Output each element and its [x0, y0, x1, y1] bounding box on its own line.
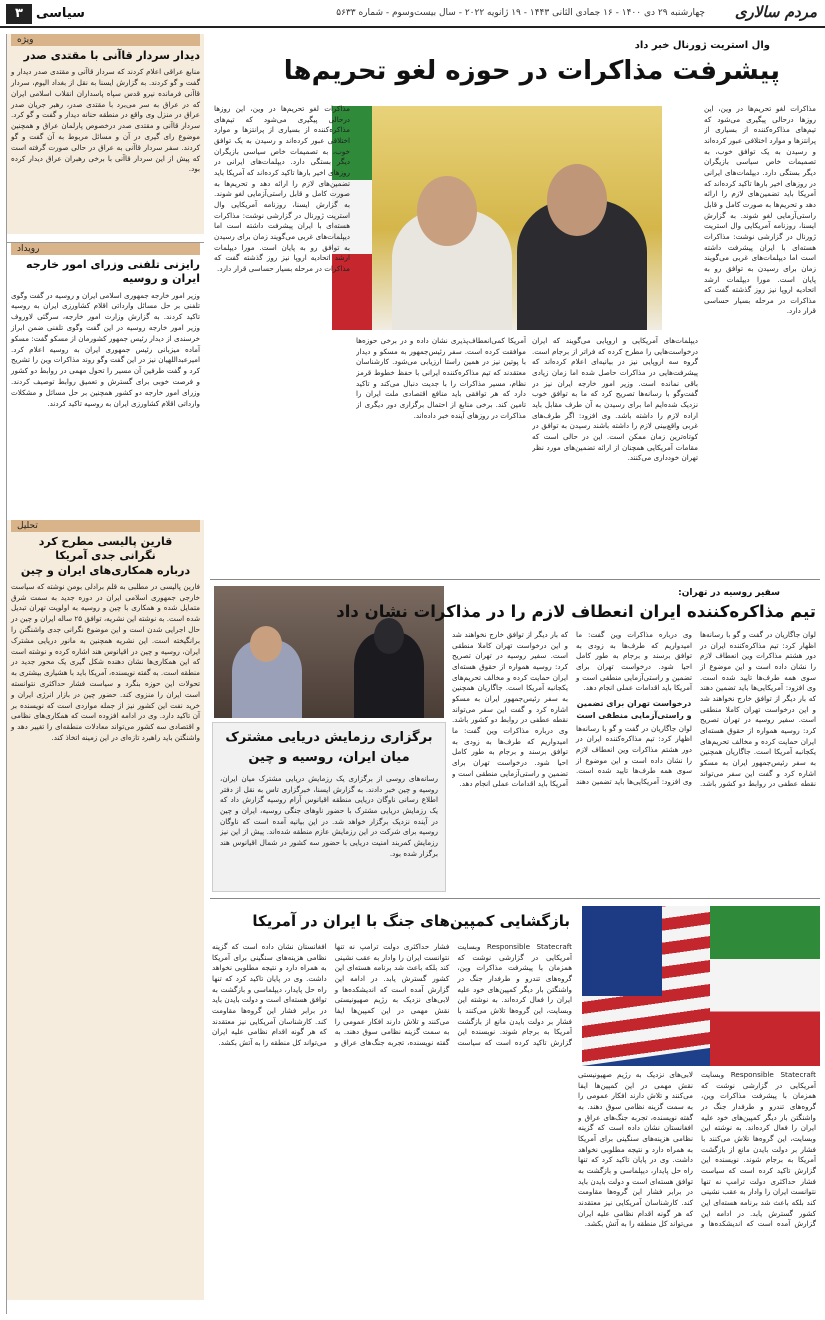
page-number: ۳ — [6, 4, 32, 24]
photo-head-right — [374, 618, 404, 654]
lead-column-4: مذاکرات لغو تحریم‌ها در وین، این روزها درحالی پیگیری می‌شود که تیم‌های مذاکره‌کننده از بسیاری از پرانتزها و موارد اختلافی عبور کرده‌اند و رسیدن به یک توافق خوب، به تصمیمات خاص سیاسی بازیگران دیگر بستگی دارد. دیپلمات‌های ایرانی در روزهای اخیر بارها تاکید کرده‌اند که آمریکا باید تضمین‌های لازم را ارائه دهد و تحریم‌ها به صورت کامل و قابل راستی‌آزمایی لغو شوند. به گزارش ایسنا، روزنامه آمریکایی وال استریت ژورنال در گزارشی نوشت: مذاکرات هسته‌ای با ایران پیشرفت داشته است اما دیپلمات‌های غربی می‌گویند زمان برای رسیدن به توافق رو به پایان است. مورا دیپلمات ارشد اتحادیه اروپا نیز روز گذشته گفت که مذاکرات در مرحله بسیار حساسی قرار دارد. — [214, 104, 350, 273]
lead-headline: پیشرفت مذاکرات در حوزه لغو تحریم‌ها — [283, 56, 780, 86]
sidebar-story-2 — [7, 242, 204, 512]
masthead — [0, 0, 825, 28]
story2-text — [452, 630, 816, 892]
sidebar-label: تحلیل — [11, 520, 200, 532]
lead-kicker: وال استریت ژورنال خبر داد — [634, 40, 770, 51]
story4-text-b: Responsible Statecraft وبسایت آمریکایی در گزارشی نوشت که همزمان با پیشرفت مذاکرات وین، گروه‌های تندرو و طرفدار جنگ در واشنگتن بار دیگر کمپین‌های خود علیه ایران را فعال کرده‌اند. به نوشته این وبسایت، این گروه‌ها تلاش می‌کنند با فشار بر دولت بایدن مانع از بازگشت آمریکا به برجام شوند. نویسنده این گزارش تاکید کرده است که سیاست فشار حداکثری دولت ترامپ نه تنها نتوانست ایران را وادار به عقب نشینی کند بلکه باعث شد برنامه هسته‌ای این کشور گسترش یابد. در ادامه این گزارش آمده است که اندیشکده‌ها و لابی‌های نزدیک به رژیم صهیونیستی نقش مهمی در این کمپین‌ها ایفا می‌کنند و تلاش دارند افکار عمومی را به سمت گزینه نظامی سوق دهند. به گفته نویسنده، تجربه جنگ‌های عراق و افغانستان نشان داده است که گزینه نظامی هزینه‌های سنگینی برای آمریکا به همراه دارد و نتیجه مطلوبی نخواهد داشت. وی در پایان تاکید کرد که تنها راه حل پایدار، دیپلماسی و بازگشت به توافق هسته‌ای است و دولت بایدن باید در برابر فشار این گروه‌ها مقاومت کند. کارشناسان آمریکایی نیز معتقدند که هر گونه اقدام نظامی علیه ایران می‌تواند کل منطقه را به آتش بکشد. — [212, 942, 572, 1047]
sidebar — [6, 34, 204, 1314]
sidebar-label: رویداد — [11, 243, 200, 255]
section-name: سیاسی — [36, 6, 85, 21]
story2-body: لوان جاگاریان در گفت و گو با رسانه‌ها اظهار کرد: تیم مذاکره‌کننده ایران در دور هشتم مذاکرات وین انعطاف لازم را نشان داده است و این موضوع از سوی همه طرف‌ها تایید شده است. وی افزود: آمریکایی‌ها باید تضمین دهند که بار دیگر از توافق خارج نخواهند شد و این درخواست تهران کاملا منطقی است. سفیر روسیه در تهران تصریح کرد: روسیه همواره از حقوق هسته‌ای ایران حمایت کرده و مخالف تحریم‌های یکجانبه آمریکا است. جاگاریان همچنین به سفر رئیس‌جمهور ایران به مسکو اشاره کرد و گفت این سفر می‌تواند نقطه عطفی در روابط دو کشور باشد. وی درباره مذاکرات وین گفت: ما امیدواریم که طرف‌ها به زودی به توافق برسند و برجام به طور کامل احیا شود. درخواست تهران برای تضمین و راستی‌آزمایی منطقی است و آمریکا باید اقدامات عملی انجام دهد. — [576, 630, 816, 789]
story3-headline: برگزاری رزمایش دریایی مشترک میان ایران، روسیه و چین — [225, 730, 433, 765]
story2-kicker: سفیر روسیه در تهران: — [678, 588, 780, 598]
section-divider — [210, 898, 820, 899]
story2-headline: تیم مذاکره‌کننده ایران انعطاف لازم را در مذاکرات نشان داد — [336, 602, 816, 621]
photo-head-left — [250, 626, 282, 662]
iran-flag-graphic — [710, 906, 820, 1066]
sidebar-title: رایزنی تلفنی وزرای امور خارجه ایران و روسیه — [26, 258, 200, 286]
photo-head-right — [547, 164, 607, 236]
photo-head-left — [417, 176, 477, 246]
us-flag-canton — [582, 906, 662, 996]
sidebar-text: وزیر امور خارجه جمهوری اسلامی ایران و روسیه در گفت وگوی تلفنی بر حل مسائل وارداتی اقلام کشاورزی ایران به روسیه تاکید کردند. به گزارش وزارت امور خارجه، سرگئی لاوروف وزیر امور خارجه روسیه در این گفت وگوی تلفنی ضمن ابراز خرسندی از دیدار رئیس جمهور کشورمان از مسکو گفت: مسکو آماده میزبانی رئیس جمهوری ایران به روسیه اعلام کرد. امیرعبداللهیان نیز در این گفت وگو روند مذاکرات وین را تشریح کرد و گفت طرفین آن مسیر را تحول مهمی در روابط دو کشور و فرصت خوبی برای گسترش و تعمیق روابط توصیف کردند. وزرای امور خارجه دو کشور همچنین بر حل مسائل و مشکلات وارداتی اقلام کشاورزی ایران به روسیه تاکید کردند. — [11, 290, 200, 408]
flags-photo — [582, 906, 820, 1066]
section-divider — [210, 579, 820, 580]
sidebar-title: دیدار سردار قاآنی با مقتدی صدر — [23, 49, 200, 62]
story2-subhead: درخواست تهران برای تضمین و راستی‌آزمایی منطقی است — [576, 698, 692, 720]
story4-text-a: Responsible Statecraft وبسایت آمریکایی در گزارشی نوشت که همزمان با پیشرفت مذاکرات وین، گروه‌های تندرو و طرفدار جنگ در واشنگتن بار دیگر کمپین‌های خود علیه ایران را فعال کرده‌اند. به نوشته این وبسایت، این گروه‌ها تلاش می‌کنند با فشار بر دولت بایدن مانع از بازگشت آمریکا به برجام شوند. نویسنده این گزارش تاکید کرده است که سیاست فشار حداکثری دولت ترامپ نه تنها نتوانست ایران را وادار به عقب نشینی کند بلکه باعث شد برنامه هسته‌ای این کشور گسترش یابد. در ادامه این گزارش آمده است که اندیشکده‌ها و لابی‌های نزدیک به رژیم صهیونیستی نقش مهمی در این کمپین‌ها ایفا می‌کنند و تلاش دارند افکار عمومی را به سمت گزینه نظامی سوق دهند. به گفته نویسنده، تجربه جنگ‌های عراق و افغانستان نشان داده است که گزینه نظامی هزینه‌های سنگینی برای آمریکا به همراه دارد و نتیجه مطلوبی نخواهد داشت. وی در پایان تاکید کرد که تنها راه حل پایدار، دیپلماسی و بازگشت به توافق هسته‌ای است و دولت بایدن باید در برابر فشار این گروه‌ها مقاومت کند. کارشناسان آمریکایی نیز معتقدند که هر گونه اقدام نظامی علیه ایران می‌تواند کل منطقه را به آتش بکشد. — [578, 1070, 816, 1229]
lead-column-1: مذاکرات لغو تحریم‌ها در وین، این روزها درحالی پیگیری می‌شود که تیم‌های مذاکره‌کننده از بسیاری از پرانتزها و موارد اختلافی عبور کرده‌اند و رسیدن به یک توافق خوب، به تصمیمات خاص سیاسی بازیگران دیگر بستگی دارد. دیپلمات‌های ایرانی در روزهای اخیر بارها تاکید کرده‌اند که آمریکا باید تضمین‌های لازم را ارائه دهد و تحریم‌ها به صورت کامل و قابل راستی‌آزمایی لغو شوند. به گزارش ایسنا، روزنامه آمریکایی وال استریت ژورنال در گزارشی نوشت: مذاکرات هسته‌ای با ایران پیشرفت داشته است اما دیپلمات‌های غربی می‌گویند زمان برای رسیدن به توافق رو به پایان است. مورا دیپلمات ارشد اتحادیه اروپا نیز روز گذشته گفت که مذاکرات در مرحله بسیار حساسی قرار دارد. — [704, 104, 816, 316]
story2-body-cont: لوان جاگاریان در گفت و گو با رسانه‌ها اظهار کرد: تیم مذاکره‌کننده ایران در دور هشتم مذاکرات وین انعطاف لازم را نشان داده است و این موضوع از سوی همه طرف‌ها تایید شده است. وی افزود: آمریکایی‌ها باید تضمین دهند که بار دیگر از توافق خارج نخواهند شد و این درخواست تهران کاملا منطقی است. سفیر روسیه در تهران تصریح کرد: روسیه همواره از حقوق هسته‌ای ایران حمایت کرده و مخالف تحریم‌های یکجانبه آمریکا است. جاگاریان همچنین به سفر رئیس‌جمهور ایران به مسکو اشاره کرد و گفت این سفر می‌تواند نقطه عطفی در روابط دو کشور باشد. وی درباره مذاکرات وین گفت: ما امیدواریم که طرف‌ها به زودی به توافق برسند و برجام به طور کامل احیا شود. درخواست تهران برای تضمین و راستی‌آزمایی منطقی است و آمریکا باید اقدامات عملی انجام دهد. — [452, 630, 692, 789]
lead-column-2: دیپلمات‌های آمریکایی و اروپایی می‌گویند که ایران درخواست‌هایی را مطرح کرده که فراتر از برجام است. گروه سه اروپایی نیز در بیانیه‌ای اعلام کرده‌اند که پیشرفت‌هایی در مذاکرات حاصل شده اما زمان زیادی باقی نمانده است. وزیر امور خارجه ایران نیز در گفت‌وگو با رسانه‌ها تصریح کرد که ما به توافق خوب نزدیک شده‌ایم اما برای رسیدن به آن طرف مقابل باید اراده لازم را داشته باشد. وی افزود: اگر طرف‌های غربی واقع‌بینی لازم را داشته باشند رسیدن به توافق در کوتاه‌ترین زمان ممکن است. این در حالی است که مقامات آمریکایی همچنان از ارائه تضمین‌های مورد نظر تهران خودداری می‌کنند. — [532, 336, 698, 463]
sidebar-story-1 — [7, 34, 204, 234]
dateline: چهارشنبه ۲۹ دی ۱۴۰۰ - ۱۶ جمادی الثانی ۱۴۴۳ - ۱۹ ژانویه ۲۰۲۲ - سال بیست‌وسوم - شماره ۵۶۳۳ — [336, 8, 705, 18]
sidebar-label: ویژه — [11, 34, 200, 46]
story3-text: رسانه‌های روسی از برگزاری یک رزمایش دریایی مشترک میان ایران، روسیه و چین خبر دادند. به گزارش ایسنا، خبرگزاری تاس به نقل از دفتر اطلاع رسانی ناوگان دریایی منطقه اقیانوس آرام روسیه گزارش داد که یک رزمایش دریایی مشترک با حضور ناوهای جنگی روسیه، ایران و چین در آینده نزدیک برگزار خواهد شد. در این بیانیه آمده است که ناوگان روسیه برای شرکت در این رزمایش عازم منطقه شده‌اند. پیش از این نیز رزمایش کمربند امنیت دریایی با حضور سه کشور در شمال اقیانوس هند برگزار شده بود. — [220, 774, 438, 858]
sidebar-title: قارین پالیسی مطرح کرد نگرانی جدی آمریکا درباره همکاری‌های ایران و چین — [20, 535, 191, 577]
lead-column-3: آمریکا کمی‌انعطاف‌پذیری نشان داده و در برخی حوزه‌ها موافقت کرده است. سفر رئیس‌جمهور به مسکو و دیدار با پوتین نیز در همین راستا ارزیابی می‌شود. کارشناسان معتقدند که تیم مذاکره‌کننده ایرانی با حفظ خطوط قرمز نظام، مسیر مذاکرات را با جدیت دنبال می‌کند و تاکید دارد که هر توافقی باید منافع اقتصادی ملت ایران را تامین کند. برخی منابع از احتمال برگزاری دور دیگری از مذاکرات در روزهای آینده خبر داده‌اند. — [356, 336, 526, 420]
lead-photo — [332, 106, 662, 330]
sidebar-text: منابع عراقی اعلام کردند که سردار قاآنی و مقتدی صدر دیدار و گفت و گو کردند. به گزارش ایسنا به نقل از بغداد الیوم، سردار قاآنی فرمانده نیرو قدس سپاه پاسداران انقلاب اسلامی ایران که در عراق به سر می‌برد با مقتدی صدر، رهبر جریان صدر عراق در منزل وی واقع در منطقه حنانه دیدار و گفت و گو کرد. سردار قاآنی و مقتدی صدر درخصوص پارلمان عراق و همچنین موضوع رای گیری در آن و مسائل مربوط به آن گفت و گو کردند. سفر سردار قاآنی به عراق در حالی صورت گرفته است که پیش از این سردار قاآنی با برخی رهبران عراق دیدار کرده بود. — [11, 67, 200, 174]
newspaper-logo: مردم سالاری — [734, 3, 817, 21]
sidebar-text: فارین پالیسی در مطلبی به قلم برادلی بومن نوشته که سیاست خارجی جمهوری اسلامی ایران در دوره جدید به سمت شرق متمایل شده و همکاری با چین و روسیه به اولویت تهران تبدیل شده است. به نوشته این نشریه، توافق ۲۵ ساله ایران و چین در حال اجرایی شدن است و این موضوع نگرانی جدی واشنگتن را برانگیخته است. این نشریه همچنین به مانور دریایی مشترک ایران، روسیه و چین در اقیانوس هند اشاره کرده و نوشته است که این همکاری‌ها نشان دهنده شکل گیری یک محور جدید در منطقه است. به گفته نویسنده، آمریکا باید با هشیاری بیشتری به تحولات این حوزه بنگرد و سیاست فشار حداکثری نتوانسته است ایران را منزوی کند. حضور چین در بازار انرژی ایران و خرید نفت این کشور نیز از جمله مواردی است که نویسنده بر آن تاکید دارد. وی در ادامه افزوده است که همکاری‌های نظامی و اقتصادی سه کشور می‌تواند معادلات منطقه‌ای را تغییر دهد و واشنگتن باید راهبرد تازه‌ای در این زمینه اتخاذ کند. — [11, 581, 200, 743]
main-content — [210, 34, 820, 1314]
sidebar-story-3 — [7, 520, 204, 1300]
story4-headline: بازگشایی کمپین‌های جنگ با ایران در آمریکا — [252, 912, 570, 930]
